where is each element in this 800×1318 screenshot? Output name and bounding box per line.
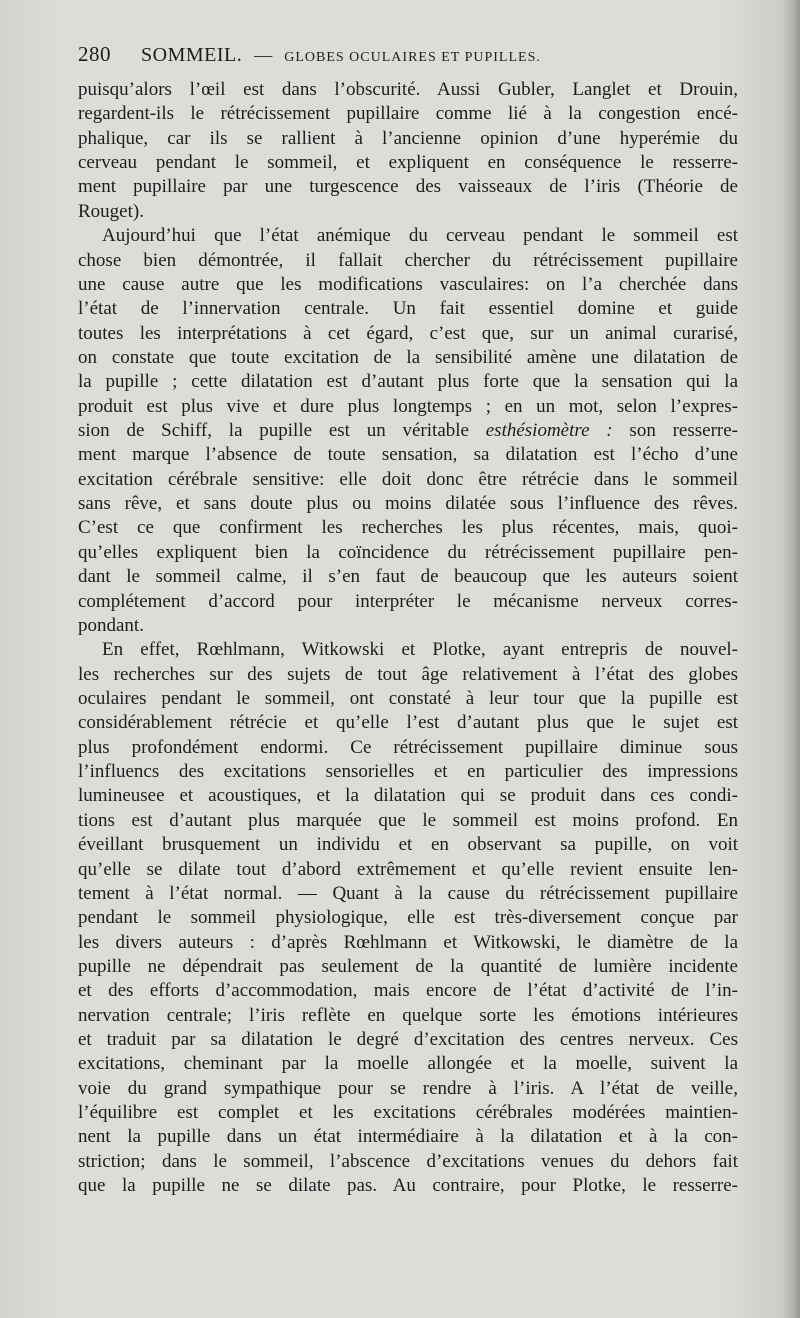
text-line: cerveau pendant le sommeil, et expliquent en conséquence le resserre- — [78, 152, 738, 174]
text-line: Aujourd’hui que l’état anémique du cerveau pendant le sommeil est — [102, 225, 738, 247]
text-line: l’influencs des excitations sensorielles et en particulier des impressions — [78, 761, 738, 783]
text-line: plus profondément endormi. Ce rétrécissement pupillaire diminue sous — [78, 736, 738, 758]
paragraph-1 — [78, 78, 738, 224]
text-line: tement à l’état normal. — Quant à la cause du rétrécissement pupillaire — [78, 882, 738, 904]
text-line: considérablement rétrécie et qu’elle l’est d’autant plus que le sujet est — [78, 712, 738, 734]
text-line: ment pupillaire par une turgescence des vaisseaux de l’iris (Théorie de — [78, 176, 738, 198]
text-line: excitations, cheminant par la moelle allongée et la moelle, suivent la — [78, 1053, 738, 1075]
text-line: toutes les interprétations à cet égard, c’est que, sur un animal curarisé, — [78, 322, 738, 344]
text-line: pupille ne dépendrait pas seulement de la quantité de lumière incidente — [78, 955, 738, 977]
italic-term: esthésiomètre : — [485, 420, 613, 442]
text-line: et des efforts d’accommodation, mais encore de l’état d’activité de l’in- — [78, 980, 738, 1002]
text-line: la pupille ; cette dilatation est d’autant plus forte que la sensation qui la — [78, 371, 738, 393]
text-line: striction; dans le sommeil, l’abscence d’excitations venues du dehors fait — [78, 1150, 738, 1172]
text-line: qu’elle se dilate tout d’abord extrêmement et qu’elle revient ensuite len- — [78, 858, 738, 880]
text-line: éveillant brusquement un individu et en observant sa pupille, on voit — [78, 834, 738, 856]
text-line: l’état de l’innervation centrale. Un fait essentiel domine et guide — [78, 298, 738, 320]
running-subtitle: GLOBES OCULAIRES ET PUPILLES. — [284, 50, 541, 65]
text-line: qu’elles expliquent bien la coïncidence du rétrécissement pupillaire pen- — [78, 541, 738, 563]
line-segment: sion de Schiff, la pupille est un véritable — [78, 420, 469, 442]
text-line: pondant. — [78, 614, 144, 636]
text-line: une cause autre que les modifications vasculaires: on l’a cherchée dans — [78, 273, 738, 295]
text-line: lumineusee et acoustiques, et la dilatation qui se produit dans ces condi- — [78, 785, 738, 807]
running-dash: — — [254, 45, 273, 65]
text-line: voie du grand sympathique pour se rendre à l’iris. A l’état de veille, — [78, 1077, 738, 1099]
page-binding-shadow — [782, 0, 800, 1318]
text-line: l’équilibre est complet et les excitations cérébrales modérées maintien- — [78, 1102, 738, 1124]
text-line: excitation cérébrale sensitive: elle doit donc être rétrécie dans le sommeil — [78, 468, 738, 490]
text-line: nent la pupille dans un état intermédiaire à la dilatation et à la con- — [78, 1126, 738, 1148]
text-line-with-italic — [78, 419, 738, 443]
text-line: sans rêve, et sans doute plus ou moins dilatée sous l’influence des rêves. — [78, 493, 738, 515]
text-line: Rouget). — [78, 200, 144, 222]
paragraph-3 — [78, 638, 738, 1198]
text-line: les divers auteurs : d’après Rœhlmann et Witkowski, le diamètre de la — [78, 931, 738, 953]
text-line: regardent-ils le rétrécissement pupillaire comme lié à la congestion encé- — [78, 103, 738, 125]
text-line: C’est ce que confirment les recherches les plus récentes, mais, quoi- — [78, 517, 738, 539]
text-line: nervation centrale; l’iris reflète en quelque sorte les émotions intérieures — [78, 1004, 738, 1026]
text-line: phalique, car ils se rallient à l’ancienne opinion d’une hyperémie du — [78, 127, 738, 149]
text-line: En effet, Rœhlmann, Witkowski et Plotke, ayant entrepris de nouvel- — [102, 639, 738, 661]
paragraph-2 — [78, 224, 738, 638]
text-line: on constate que toute excitation de la sensibilité amène une dilatation de — [78, 346, 738, 368]
text-line: oculaires pendant le sommeil, ont constaté à leur tour que la pupille est — [78, 687, 738, 709]
line-segment: son resserre- — [629, 420, 738, 442]
text-line: puisqu’alors l’œil est dans l’obscurité. Aussi Gubler, Langlet et Drouin, — [78, 79, 738, 100]
text-line: et traduit par sa dilatation le degré d’excitation des centres nerveux. Ces — [78, 1029, 738, 1051]
text-line: produit est plus vive et dure plus longtemps ; en un mot, selon l’expres- — [78, 395, 738, 417]
text-line: chose bien démontrée, il fallait chercher du rétrécissement pupillaire — [78, 249, 738, 271]
body-text — [78, 78, 738, 1199]
text-line: pendant le sommeil physiologique, elle est très-diversement conçue par — [78, 907, 738, 929]
running-header — [78, 42, 768, 76]
page-number: 280 — [78, 42, 111, 66]
text-line: ment marque l’absence de toute sensation, sa dilatation est l’écho d’une — [78, 444, 738, 466]
text-line: les recherches sur des sujets de tout âge relativement à l’état des globes — [78, 663, 738, 685]
running-title: SOMMEIL. — [141, 44, 243, 66]
text-line: dant le sommeil calme, il s’en faut de beaucoup que les auteurs soient — [78, 566, 738, 588]
text-line: tions est d’autant plus marquée que le sommeil est moins profond. En — [78, 809, 738, 831]
text-line: que la pupille ne se dilate pas. Au contraire, pour Plotke, le resserre- — [78, 1175, 738, 1197]
text-line: complétement d’accord pour interpréter le mécanisme nerveux corres- — [78, 590, 738, 612]
